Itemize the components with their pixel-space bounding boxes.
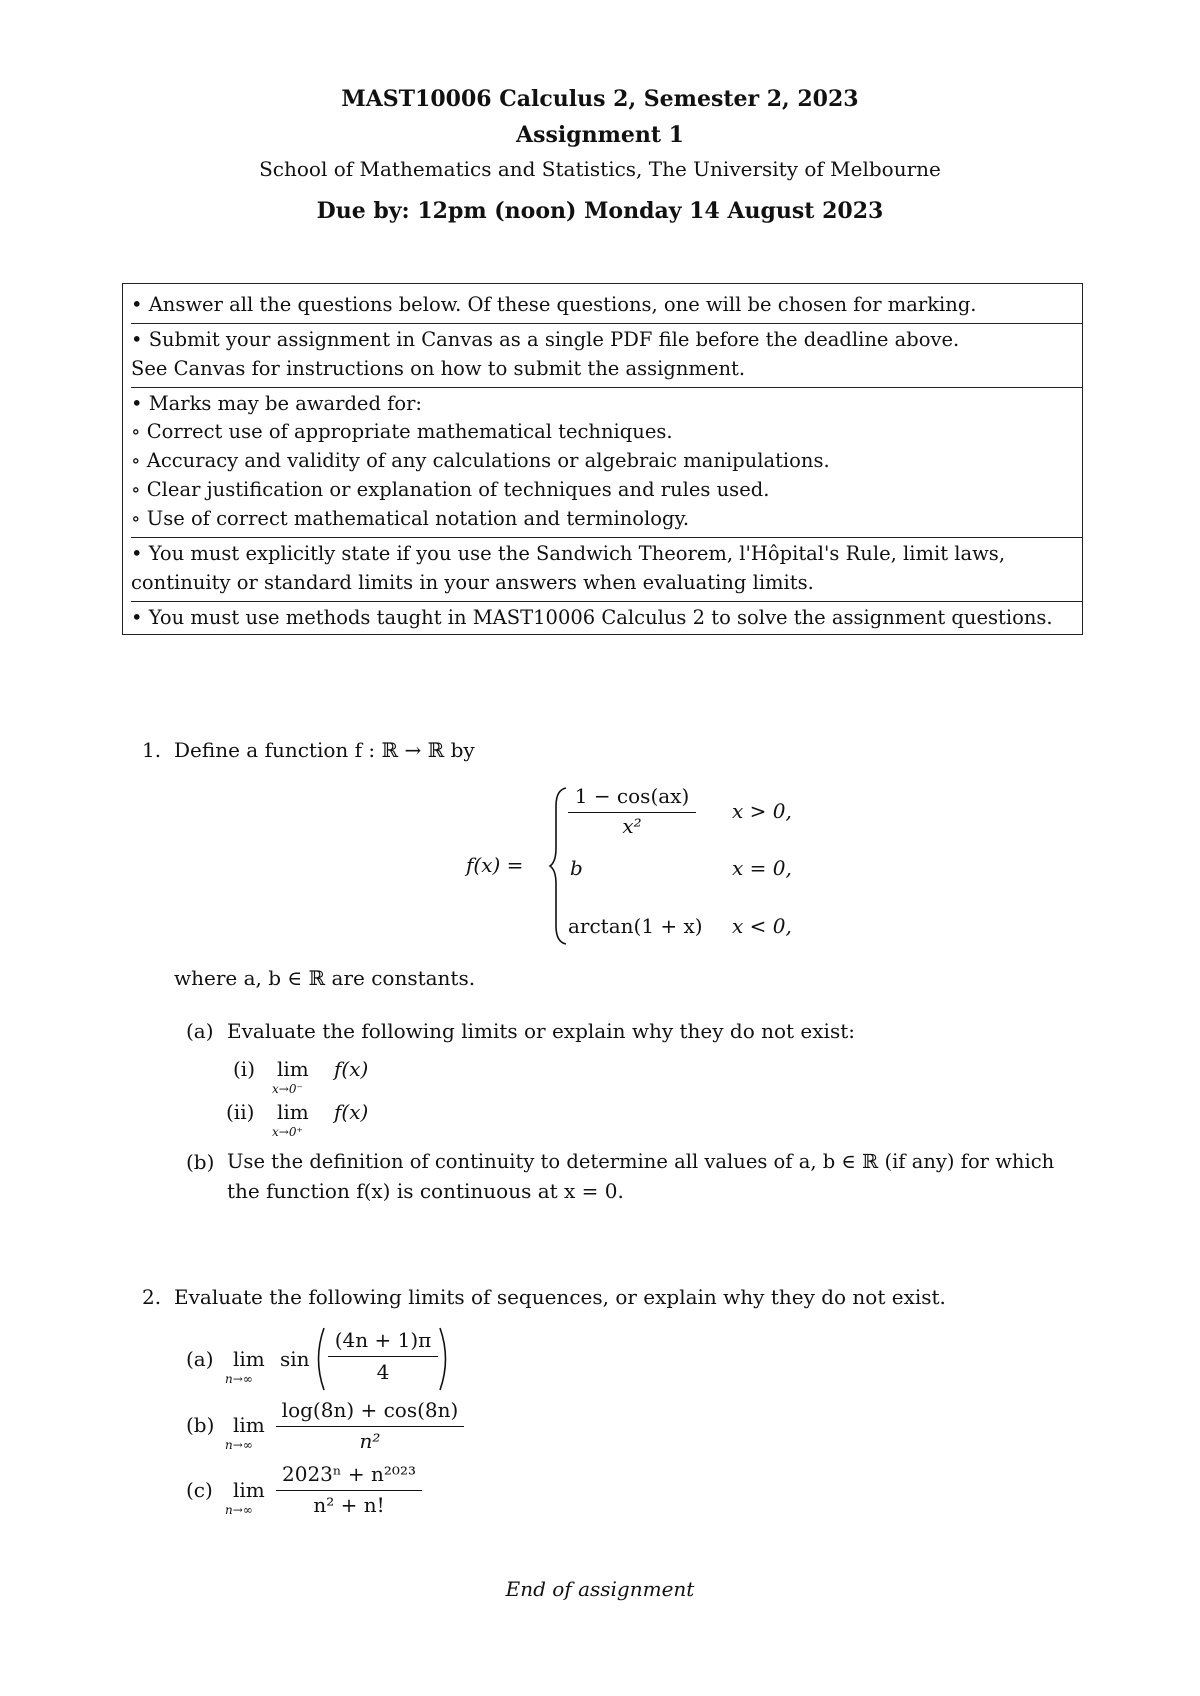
limit-expression: f(x) (334, 1100, 369, 1124)
limit-operator: lim (233, 1478, 265, 1502)
limit-operator: lim (233, 1413, 265, 1437)
fraction-bar (276, 1426, 464, 1427)
left-paren (312, 1326, 326, 1392)
part-label: (b) (186, 1413, 215, 1437)
instruction-line: • Submit your assignment in Canvas as a single PDF file before the deadline above. (131, 328, 960, 351)
instruction-line: continuity or standard limits in your answers when evaluating limits. (131, 571, 814, 594)
part-b-text-line1: Use the definition of continuity to determine all values of a, b ∈ ℝ (if any) for which (227, 1150, 1055, 1173)
fraction-bar (276, 1490, 422, 1491)
limit-subscript: n→∞ (225, 1438, 253, 1452)
part-label: (a) (186, 1347, 214, 1371)
divider (131, 323, 1082, 324)
case2-value: b (570, 856, 583, 880)
part-a-text: Evaluate the following limits or explain why they do not exist: (227, 1019, 855, 1043)
divider (131, 387, 1082, 388)
case2-condition: x = 0, (732, 856, 792, 880)
limit-subscript: x→0⁻ (272, 1082, 303, 1096)
instruction-line: ∘ Clear justification or explanation of techniques and rules used. (131, 478, 770, 501)
left-brace (548, 786, 570, 946)
numerator: 2023ⁿ + n²⁰²³ (282, 1462, 416, 1486)
limit-operator: lim (233, 1347, 265, 1371)
case1-numerator: 1 − cos(ax) (574, 784, 690, 808)
denominator: n² + n! (313, 1493, 385, 1517)
limit-expression: f(x) (334, 1057, 369, 1081)
limit-operator: lim (277, 1057, 309, 1081)
assignment-title: Assignment 1 (516, 122, 684, 148)
due-date: Due by: 12pm (noon) Monday 14 August 2023 (316, 198, 884, 224)
numerator: (4n + 1)π (334, 1328, 432, 1352)
part-label: (c) (186, 1478, 213, 1502)
part-label: (a) (186, 1019, 214, 1043)
question-number: 2. (142, 1285, 162, 1309)
instruction-line: See Canvas for instructions on how to submit the assignment. (131, 357, 746, 380)
part-label: (b) (186, 1150, 215, 1174)
course-title: MAST10006 Calculus 2, Semester 2, 2023 (341, 86, 859, 112)
end-of-assignment: End of assignment (505, 1577, 695, 1601)
question-number: 1. (142, 738, 162, 762)
limit-subscript: n→∞ (225, 1503, 253, 1517)
school-name: School of Mathematics and Statistics, The University of Melbourne (259, 157, 941, 181)
instruction-line: ∘ Use of correct mathematical notation and terminology. (131, 507, 690, 530)
divider (131, 601, 1082, 602)
case3-value: arctan(1 + x) (568, 914, 703, 938)
limit-subscript: x→0⁺ (272, 1125, 303, 1139)
case1-denominator: x² (622, 814, 642, 838)
constants-note: where a, b ∈ ℝ are constants. (174, 966, 476, 990)
denominator: n² (359, 1429, 381, 1453)
limit-subscript: n→∞ (225, 1372, 253, 1386)
instruction-line: ∘ Correct use of appropriate mathematical techniques. (131, 420, 673, 443)
instruction-line: ∘ Accuracy and validity of any calculations or algebraic manipulations. (131, 449, 830, 472)
fraction-bar (328, 1356, 438, 1357)
instruction-line: • Marks may be awarded for: (131, 392, 423, 415)
denominator: 4 (376, 1360, 390, 1384)
question-intro: Define a function f : ℝ → ℝ by (174, 738, 475, 762)
case3-condition: x < 0, (732, 914, 792, 938)
function-name: sin (280, 1347, 310, 1371)
question-intro: Evaluate the following limits of sequences, or explain why they do not exist. (174, 1285, 946, 1309)
function-lhs: f(x) = (466, 853, 524, 877)
numerator: log(8n) + cos(8n) (281, 1398, 459, 1422)
divider (131, 537, 1082, 538)
instruction-line: • Answer all the questions below. Of these questions, one will be chosen for marking. (131, 293, 977, 316)
instructions-box (122, 283, 1083, 635)
subpart-label: (i) (233, 1057, 256, 1081)
subpart-label: (ii) (226, 1100, 255, 1124)
case1-condition: x > 0, (732, 799, 792, 823)
limit-operator: lim (277, 1100, 309, 1124)
part-b-text-line2: the function f(x) is continuous at x = 0. (227, 1179, 624, 1203)
instruction-line: • You must use methods taught in MAST10006 Calculus 2 to solve the assignment questions. (131, 606, 1053, 629)
right-paren (438, 1326, 452, 1392)
instruction-line: • You must explicitly state if you use the Sandwich Theorem, l'Hôpital's Rule, limit laws, (131, 542, 1006, 565)
